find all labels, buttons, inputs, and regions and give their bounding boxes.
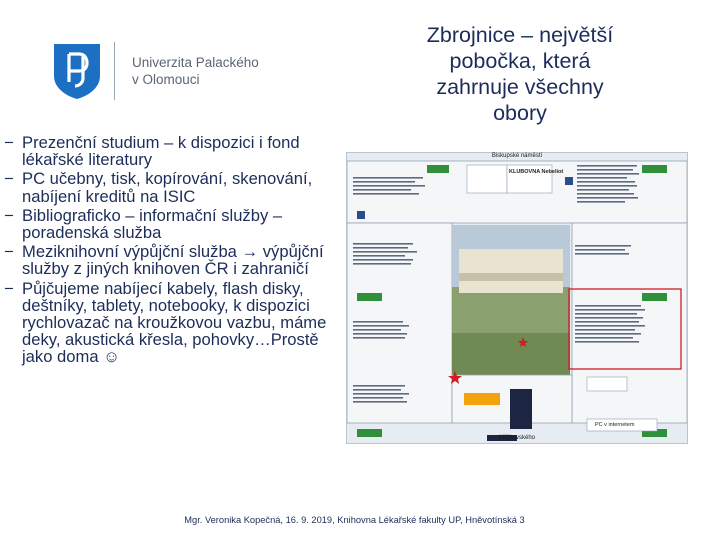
bullet-item xyxy=(4,207,344,241)
bullet-text: Bibliograficko – informační služby – poradenská služba xyxy=(22,205,283,243)
bullet-item xyxy=(4,170,344,204)
bullet-text: Meziknihovní výpůjční služba xyxy=(22,242,237,262)
bullet-dash: − xyxy=(4,169,14,189)
university-emblem-icon xyxy=(52,42,102,100)
title-line2: pobočka, která xyxy=(449,49,591,73)
bullet-item xyxy=(4,280,344,366)
bullet-text: výpůjční služby z jiných knihoven ČR i zahraničí xyxy=(22,242,324,279)
bullet-list xyxy=(4,134,344,368)
map-center-room-label: KLUBOVNA Nebeliot xyxy=(509,169,564,175)
map-top-street-label: Biskupské náměstí xyxy=(491,153,543,159)
bullet-dash: − xyxy=(4,133,14,152)
title-line4: obory xyxy=(493,101,547,125)
bullet-dash: − xyxy=(4,242,14,262)
library-floor-map xyxy=(346,152,688,444)
bullet-item xyxy=(4,134,344,168)
map-bottom-street-label: Křížkovského xyxy=(498,435,535,441)
logo-divider xyxy=(114,42,115,100)
bullet-text: Prezenční studium – k dispozici i fond lékařské literatury xyxy=(22,133,300,170)
bullet-item xyxy=(4,243,344,277)
university-name xyxy=(132,54,259,88)
floor-map-drawing xyxy=(347,153,687,443)
title-line1: Zbrojnice – největší xyxy=(426,23,614,47)
bullet-dash: − xyxy=(4,278,14,298)
bullet-text: PC učebny, tisk, kopírování, skenování, nabíjení kreditů na ISIC xyxy=(22,169,313,206)
bullet-dash: − xyxy=(4,205,14,225)
map-pc-room-label: PC v internetem xyxy=(595,422,635,428)
bullet-text: Půjčujeme nabíjecí kabely, flash disky, deštníky, tablety, notebooky, k dispozici rychlovazač na kroužkovou vazbu, máme deky, akustická křesla, pohovky…Prostě jako doma ☺ xyxy=(22,278,327,367)
title-line3: zahrnuje všechny xyxy=(436,75,604,99)
slide-title xyxy=(390,22,650,126)
university-name-line2: v Olomouci xyxy=(132,72,200,87)
university-name-line1: Univerzita Palackého xyxy=(132,55,259,70)
university-logo xyxy=(52,42,292,100)
slide-footer: Mgr. Veronika Kopečná, 16. 9. 2019, Knihovna Lékařské fakulty UP, Hněvotínská 3 xyxy=(184,515,525,525)
right-arrow-icon: → xyxy=(241,242,259,262)
